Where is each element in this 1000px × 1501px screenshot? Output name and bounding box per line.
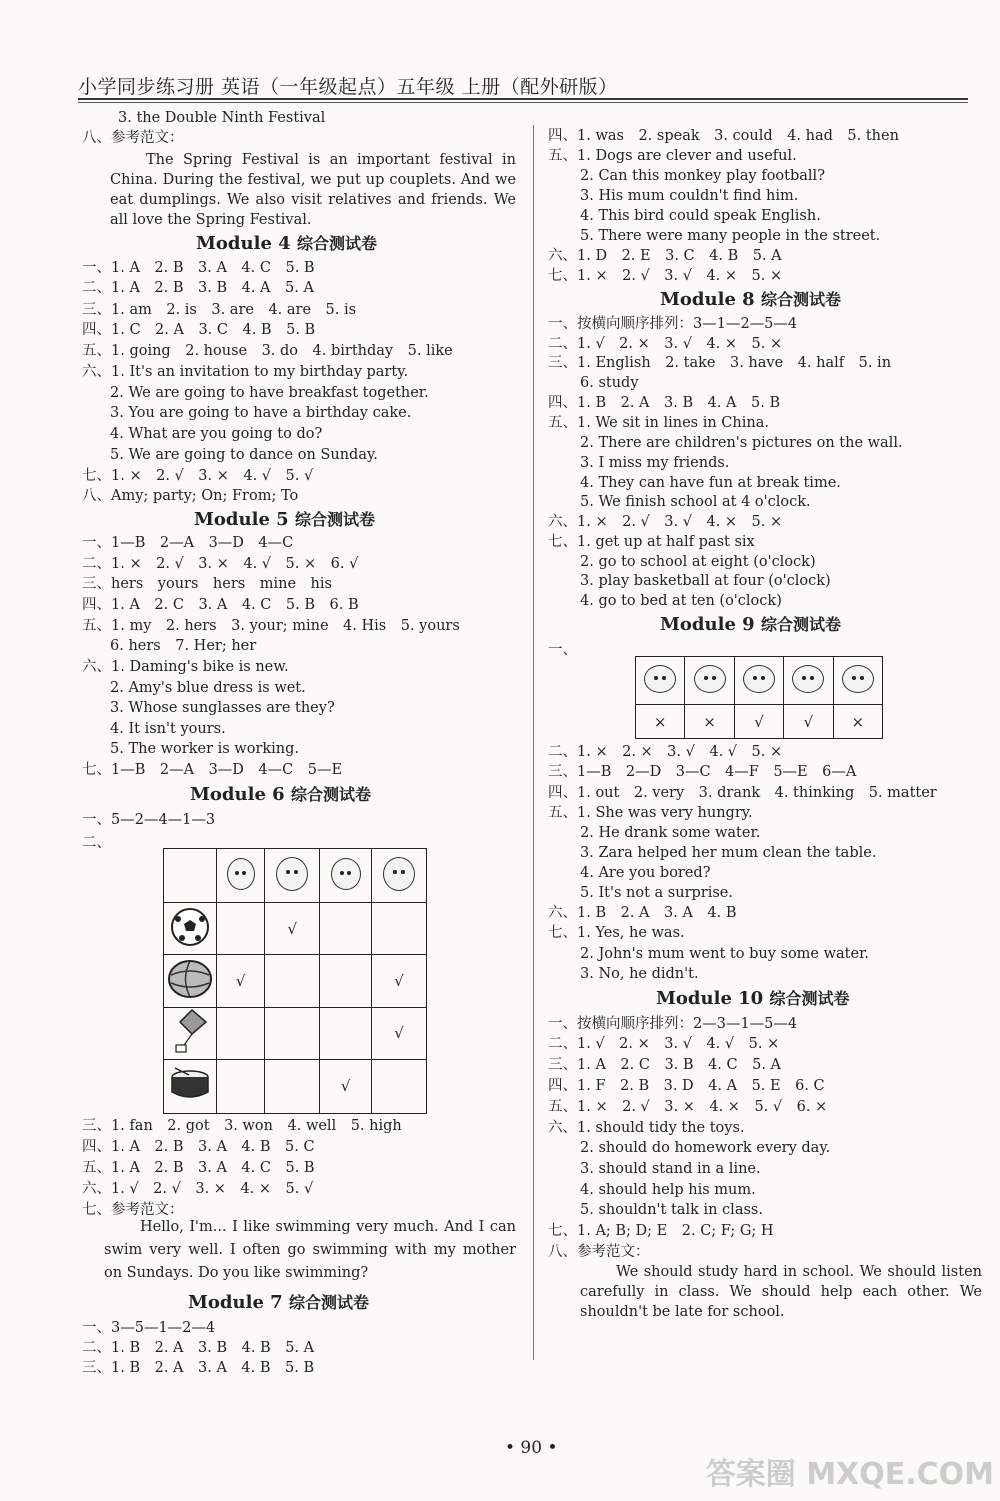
answer-line: 3. Zara helped her mum clean the table.: [580, 845, 877, 861]
answer-line: 5. It's not a surprise.: [580, 885, 733, 901]
answer-line: 2. go to school at eight (o'clock): [580, 554, 816, 570]
answer-line: 二、1. √ 2. × 3. √ 4. √ 5. ×: [548, 1036, 780, 1052]
activity-grid: [163, 848, 427, 1114]
answer-line: 八、参考范文：: [548, 1244, 650, 1260]
table-mark: √: [784, 705, 833, 739]
answer-line: 七、1—B 2—A 3—D 4—C 5—E: [82, 762, 343, 778]
cartoon-picture: [833, 657, 882, 705]
answer-line: 一、按横向顺序排列：3—1—2—5—4: [548, 316, 798, 332]
answer-line: 七、1. Yes, he was.: [548, 925, 685, 941]
child-face-icon: [227, 858, 255, 890]
answer-line: 五、1. going 2. house 3. do 4. birthday 5. like: [82, 343, 453, 359]
section-heading: Module 9 综合测试卷: [660, 614, 841, 635]
answer-line: 五、1. A 2. B 3. A 4. C 5. B: [82, 1160, 315, 1176]
answer-line: 四、1. F 2. B 3. D 4. A 5. E 6. C: [548, 1078, 825, 1094]
football-picture: [164, 903, 217, 955]
answer-line: 六、1. D 2. E 3. C 4. B 5. A: [548, 248, 782, 264]
grid-mark: √: [371, 1007, 426, 1059]
answer-line: 3. I miss my friends.: [580, 455, 730, 471]
cartoon-face-icon: [694, 665, 726, 693]
cartoon-face-icon: [842, 665, 874, 693]
kite-icon: [170, 1008, 210, 1054]
cartoon-face-icon: [743, 665, 775, 693]
grid-mark: [320, 903, 372, 955]
answer-line: 5. The worker is working.: [110, 741, 300, 757]
grid-mark: [217, 1007, 265, 1059]
answer-line: 五、1. She was very hungry.: [548, 805, 753, 821]
grid-mark: [265, 1007, 320, 1059]
grid-mark: [265, 1059, 320, 1113]
answer-line: 4. This bird could speak English.: [580, 208, 821, 224]
grid-mark: [265, 955, 320, 1007]
cartoon-picture: [636, 657, 685, 705]
table-mark: ×: [833, 705, 882, 739]
table-mark: ×: [685, 705, 734, 739]
picture-answer-table: [635, 656, 883, 739]
answer-line: 3. Whose sunglasses are they?: [110, 700, 335, 716]
answer-line: 二、: [82, 835, 111, 851]
child-portrait: [371, 849, 426, 903]
kite-picture: [164, 1007, 217, 1059]
section-heading: Module 7 综合测试卷: [188, 1292, 369, 1313]
answer-line: 5. shouldn't talk in class.: [580, 1202, 763, 1218]
drum-picture: [164, 1059, 217, 1113]
header-rule-thin: [78, 102, 968, 103]
answer-line: 4. Are you bored?: [580, 865, 711, 881]
answer-line: 3. should stand in a line.: [580, 1161, 761, 1177]
answer-line: 五、1. Dogs are clever and useful.: [548, 148, 797, 164]
cartoon-picture: [685, 657, 734, 705]
answer-line: 六、1. B 2. A 3. A 4. B: [548, 905, 737, 921]
answer-line: 四、1. out 2. very 3. drank 4. thinking 5. matter: [548, 785, 937, 801]
answer-line: 5. There were many people in the street.: [580, 228, 881, 244]
cartoon-face-icon: [644, 665, 676, 693]
answer-line: 2. There are children's pictures on the wall.: [580, 435, 903, 451]
answer-line: 4. What are you going to do?: [110, 426, 323, 442]
child-portrait: [265, 849, 320, 903]
answer-line: 三、1. English 2. take 3. have 4. half 5. in: [548, 355, 892, 371]
answer-line: 七、1. get up at half past six: [548, 534, 755, 550]
answer-line: 二、1. √ 2. × 3. √ 4. × 5. ×: [548, 336, 783, 352]
section-heading: Module 4 综合测试卷: [196, 233, 377, 254]
sample-essay: Hello, I'm... I like swimming very much. And I can swim very well. I often go swimming with my mother on Sundays. Do you like swimming?: [104, 1219, 516, 1281]
table-mark: ×: [636, 705, 685, 739]
answer-line: 2. should do homework every day.: [580, 1140, 831, 1156]
answer-line: 2. Amy's blue dress is wet.: [110, 680, 306, 696]
answer-line: 六、1. √ 2. √ 3. × 4. × 5. √: [82, 1181, 314, 1197]
section-heading: Module 5 综合测试卷: [194, 509, 375, 530]
grid-mark: √: [320, 1059, 372, 1113]
answer-line: 2. We are going to have breakfast together.: [110, 385, 429, 401]
answer-line: 三、hers yours hers mine his: [82, 576, 332, 592]
answer-line: 4. should help his mum.: [580, 1182, 756, 1198]
answer-line: 七、1. × 2. √ 3. × 4. √ 5. √: [82, 468, 314, 484]
answer-line: 四、1. was 2. speak 3. could 4. had 5. then: [548, 128, 899, 144]
sample-essay: We should study hard in school. We should listen carefully in class. We should help each other. We shouldn't be late for school.: [580, 1264, 982, 1320]
answer-line: 二、1. A 2. B 3. B 4. A 5. A: [82, 280, 314, 296]
grid-mark: √: [265, 903, 320, 955]
answer-line: 4. It isn't yours.: [110, 721, 226, 737]
section-heading: Module 6 综合测试卷: [190, 784, 371, 805]
answer-line: 一、3—5—1—2—4: [82, 1320, 216, 1336]
grid-corner: [164, 849, 217, 903]
answer-line: 4. go to bed at ten (o'clock): [580, 593, 782, 609]
answer-line: 2. Can this monkey play football?: [580, 168, 825, 184]
answer-line: 八、Amy; party; On; From; To: [82, 488, 299, 504]
answer-line: 一、1—B 2—A 3—D 4—C: [82, 535, 294, 551]
column-divider: [533, 125, 534, 1360]
grid-mark: [217, 1059, 265, 1113]
section-heading: Module 8 综合测试卷: [660, 289, 841, 310]
answer-line: 二、1. B 2. A 3. B 4. B 5. A: [82, 1340, 315, 1356]
answer-line: 一、5—2—4—1—3: [82, 812, 216, 828]
answer-line: 六、1. It's an invitation to my birthday party.: [82, 364, 409, 380]
answer-line: 2. John's mum went to buy some water.: [580, 946, 870, 962]
answer-line: 一、: [548, 642, 577, 658]
cartoon-picture: [784, 657, 833, 705]
grid-mark: [320, 955, 372, 1007]
answer-line: 3. His mum couldn't find him.: [580, 188, 799, 204]
grid-mark: [371, 903, 426, 955]
answer-line: 5. We are going to dance on Sunday.: [110, 447, 378, 463]
answer-line: 一、按横向顺序排列：2—3—1—5—4: [548, 1016, 798, 1032]
header-rule: [78, 98, 968, 100]
answer-line: 二、1. × 2. √ 3. × 4. √ 5. × 6. √: [82, 556, 359, 572]
answer-line: 八、参考范文：: [82, 130, 184, 146]
answer-line: 4. They can have fun at break time.: [580, 475, 841, 491]
answer-line: 五、1. my 2. hers 3. your; mine 4. His 5. yours: [82, 618, 460, 634]
answer-line: 七、1. × 2. √ 3. √ 4. × 5. ×: [548, 268, 783, 284]
answer-line: 五、1. We sit in lines in China.: [548, 415, 769, 431]
basketball-picture: [164, 955, 217, 1007]
answer-line: 三、1. fan 2. got 3. won 4. well 5. high: [82, 1118, 402, 1134]
cartoon-face-icon: [792, 665, 824, 693]
child-portrait: [320, 849, 372, 903]
grid-mark: √: [217, 955, 265, 1007]
answer-line: 四、1. A 2. C 3. A 4. C 5. B 6. B: [82, 597, 359, 613]
page-number: • 90 •: [505, 1438, 558, 1458]
answer-line: 3. No, he didn't.: [580, 966, 699, 982]
basketball-icon: [167, 959, 213, 999]
football-icon: [170, 907, 210, 947]
answer-line: 3. the Double Ninth Festival: [118, 110, 326, 126]
answer-line: 七、参考范文：: [82, 1202, 184, 1218]
answer-line: 一、1. A 2. B 3. A 4. C 5. B: [82, 260, 315, 276]
child-face-icon: [331, 858, 361, 890]
answer-line: 四、1. B 2. A 3. B 4. A 5. B: [548, 395, 781, 411]
answer-line: 6. hers 7. Her; her: [110, 638, 257, 654]
answer-line: 3. You are going to have a birthday cake.: [110, 405, 412, 421]
drum-icon: [169, 1066, 211, 1102]
answer-line: 三、1. B 2. A 3. A 4. B 5. B: [82, 1360, 315, 1376]
answer-line: 二、1. × 2. × 3. √ 4. √ 5. ×: [548, 744, 783, 760]
answer-line: 三、1. A 2. C 3. B 4. C 5. A: [548, 1057, 782, 1073]
child-portrait: [217, 849, 265, 903]
cartoon-picture: [734, 657, 783, 705]
answer-line: 五、1. × 2. √ 3. × 4. × 5. √ 6. ×: [548, 1099, 828, 1115]
page-header: [78, 72, 968, 100]
grid-mark: [320, 1007, 372, 1059]
child-face-icon: [383, 857, 415, 891]
answer-line: 5. We finish school at 4 o'clock.: [580, 494, 811, 510]
answer-line: 六、1. Daming's bike is new.: [82, 659, 289, 675]
grid-mark: √: [371, 955, 426, 1007]
answer-line: 6. study: [580, 375, 639, 391]
answer-line: 三、1. am 2. is 3. are 4. are 5. is: [82, 302, 357, 318]
grid-mark: [217, 903, 265, 955]
sample-essay: The Spring Festival is an important festival in China. During the festival, we put up couplets. And we eat dumplings. We also visit relatives and friends. We all love the Spring Festival.: [110, 152, 516, 228]
child-face-icon: [276, 857, 308, 891]
answer-line: 3. play basketball at four (o'clock): [580, 573, 831, 589]
answer-line: 三、1—B 2—D 3—C 4—F 5—E 6—A: [548, 764, 857, 780]
answer-line: 四、1. A 2. B 3. A 4. B 5. C: [82, 1139, 315, 1155]
answer-line: 六、1. × 2. √ 3. √ 4. × 5. ×: [548, 514, 783, 530]
answer-line: 七、1. A; B; D; E 2. C; F; G; H: [548, 1223, 774, 1239]
answer-line: 四、1. C 2. A 3. C 4. B 5. B: [82, 322, 316, 338]
section-heading: Module 10 综合测试卷: [656, 988, 850, 1009]
grid-mark: [371, 1059, 426, 1113]
table-mark: √: [734, 705, 783, 739]
book-title: 小学同步练习册 英语（一年级起点）五年级 上册（配外研版）: [78, 76, 618, 98]
watermark-logo: 答案圈 MXQE.COM: [705, 1457, 994, 1492]
answer-line: 六、1. should tidy the toys.: [548, 1120, 745, 1136]
answer-line: 2. He drank some water.: [580, 825, 761, 841]
